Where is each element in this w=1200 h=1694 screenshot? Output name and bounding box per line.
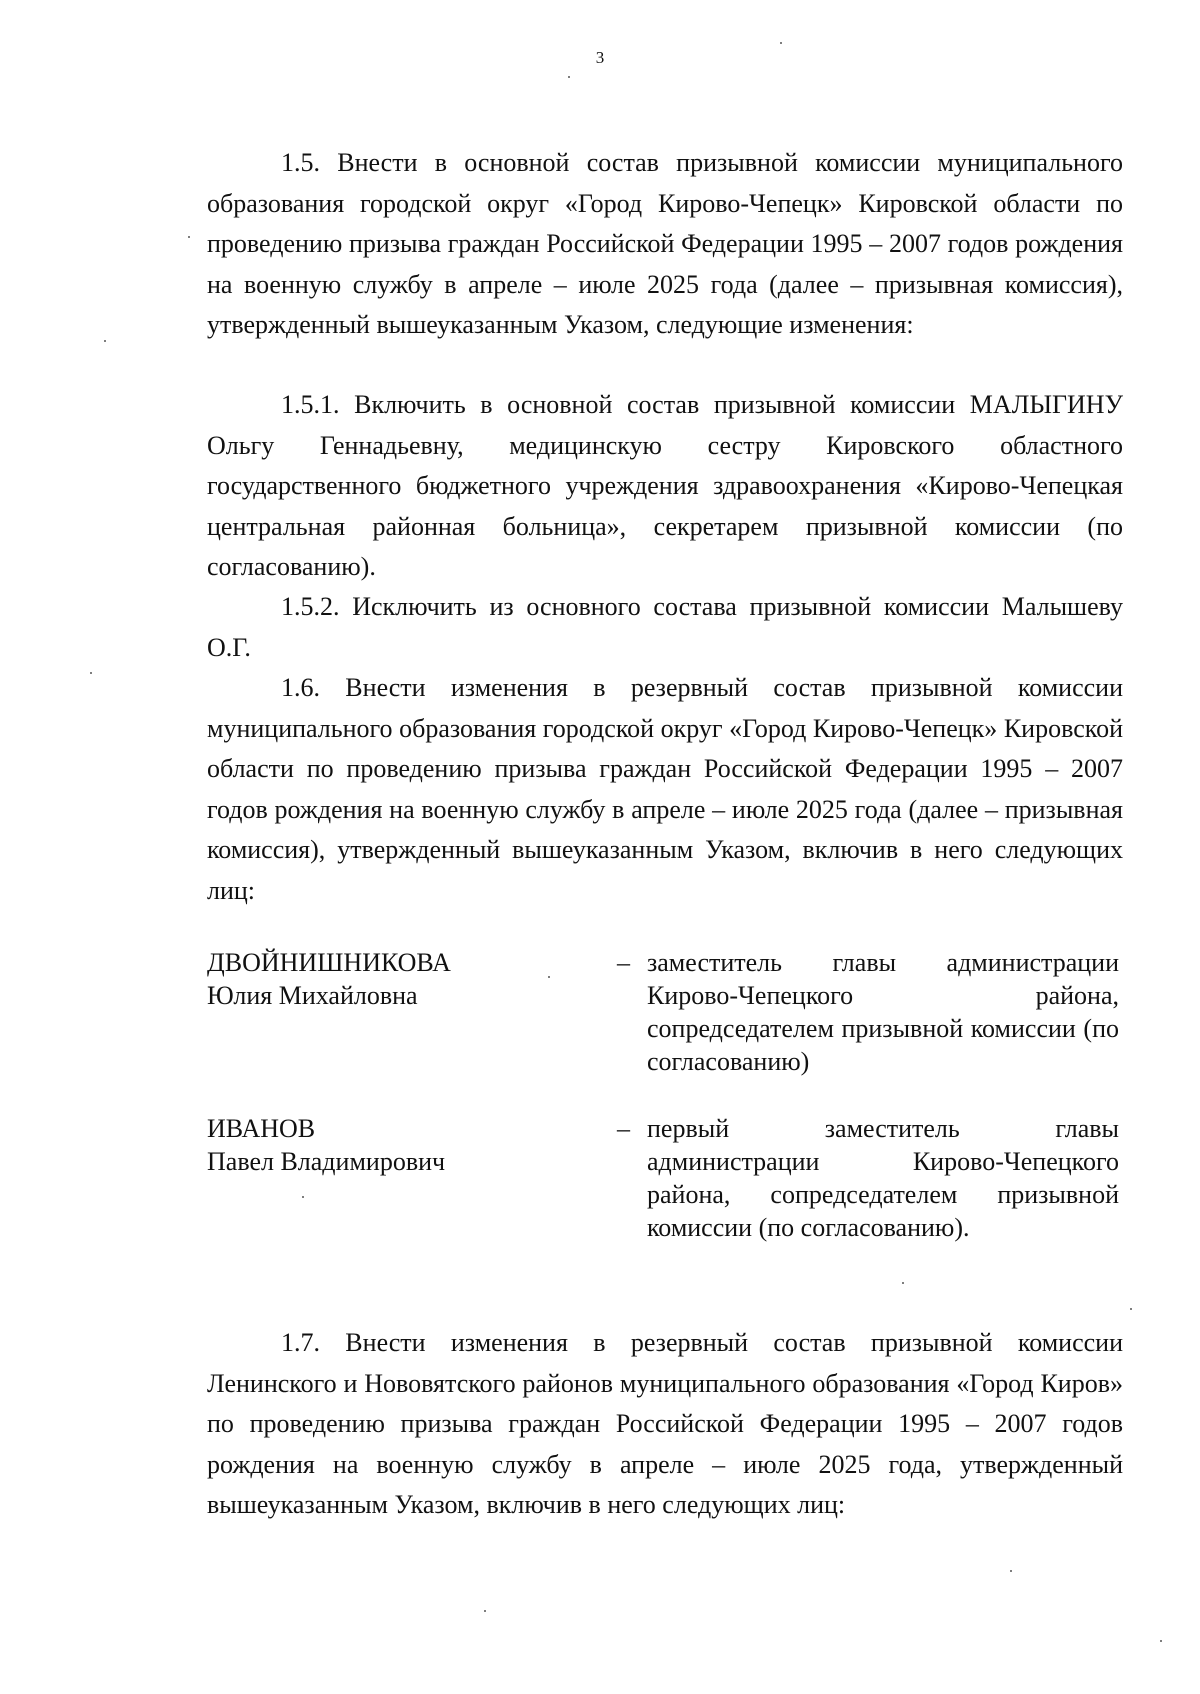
person-dash: –: [617, 1114, 630, 1143]
scan-speck: [302, 1196, 304, 1198]
paragraph-1-5: 1.5. Внести в основной состав призывной комиссии муниципального образования городской округ «Город Кирово-Чепецк» Кировской области по проведению призыва граждан Российской Федерации 1995 – 2007 годов рождения на военную службу в апреле – июле 2025 года (далее – призывная комиссия), утвержденный вышеуказанным Указом, следующие изменения:: [207, 148, 1123, 339]
scan-speck: [1130, 1308, 1132, 1310]
scan-speck: [902, 1282, 904, 1284]
paragraph-1-5-2: 1.5.2. Исключить из основного состава призывной комиссии Малышеву О.Г.: [207, 592, 1123, 662]
person-given-names: Юлия Михайловна: [207, 981, 418, 1010]
scan-speck: [104, 340, 106, 342]
person-surname: ДВОЙНИШНИКОВА: [207, 948, 451, 977]
paragraph-1-5-1: 1.5.1. Включить в основной состав призывной комиссии МАЛЫГИНУ Ольгу Геннадьевну, медицинскую сестру Кировского областного государственного бюджетного учреждения здравоохранения «Кирово-Чепецкая центральная районная больница», секретарем призывной комиссии (по согласованию).: [207, 390, 1123, 581]
person-given-names: Павел Владимирович: [207, 1147, 446, 1176]
scan-speck: [548, 976, 550, 978]
scan-speck: [568, 76, 570, 78]
person-entry: [207, 1112, 1123, 1252]
person-entry: [207, 946, 1123, 1086]
scan-speck: [90, 672, 92, 674]
scan-speck: [484, 1610, 486, 1612]
paragraph-1-6: 1.6. Внести изменения в резервный состав призывной комиссии муниципального образования городской округ «Город Кирово-Чепецк» Кировской области по проведению призыва граждан Российской Федерации 1995 – 2007 годов рождения на военную службу в апреле – июле 2025 года (далее – призывная комиссия), утвержденный вышеуказанным Указом, включив в него следующих лиц:: [207, 673, 1123, 905]
person-dash: –: [617, 948, 630, 977]
person-role: заместитель главы администрации Кирово-Чепецкого района, сопредседателем призывной комиссии (по согласованию): [647, 948, 1119, 1076]
scan-speck: [780, 42, 782, 44]
person-name: [207, 946, 567, 1012]
person-name: [207, 1112, 567, 1178]
scan-speck: [1160, 1640, 1162, 1642]
scan-speck: [1010, 1570, 1012, 1572]
scan-speck: [188, 236, 190, 238]
person-role: первый заместитель главы администрации Кирово-Чепецкого района, сопредседателем призывной комиссии (по согласованию).: [647, 1114, 1119, 1242]
page-number: 3: [595, 48, 605, 67]
paragraph-1-7: 1.7. Внести изменения в резервный состав призывной комиссии Ленинского и Нововятского районов муниципального образования «Город Киров» по проведению призыва граждан Российской Федерации 1995 – 2007 годов рождения на военную службу в апреле – июле 2025 года, утвержденный вышеуказанным Указом, включив в него следующих лиц:: [207, 1328, 1123, 1519]
person-surname: ИВАНОВ: [207, 1114, 316, 1143]
